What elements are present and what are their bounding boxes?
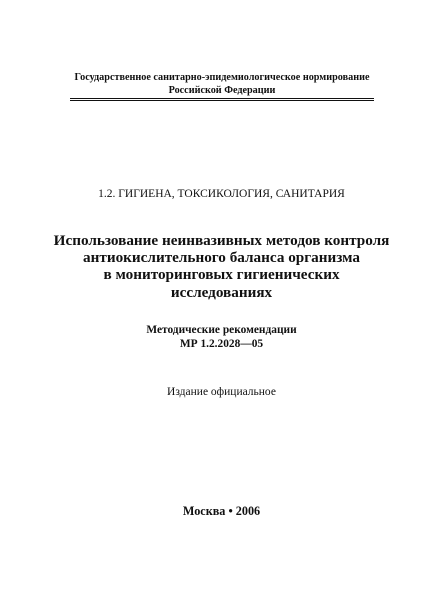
title-line-4: исследованиях — [170, 283, 273, 301]
header-line-2: Российской Федерации — [168, 85, 276, 96]
header-divider-bottom — [70, 100, 374, 101]
header-divider-top — [70, 98, 374, 99]
title-line-3: в мониторинговых гигиенических — [103, 266, 340, 284]
issuing-authority-header — [70, 71, 374, 97]
publication-imprint: Москва • 2006 — [182, 504, 261, 518]
document-title — [38, 232, 405, 301]
title-line-2: антиокислительного баланса организма — [83, 249, 360, 267]
section-series: 1.2. ГИГИЕНА, ТОКСИКОЛОГИЯ, САНИТАРИЯ — [98, 188, 345, 200]
header-line-1: Государственное санитарно-эпидемиологическое нормирование — [74, 72, 370, 83]
document-kind: Методические рекомендации — [146, 324, 297, 336]
document-type — [0, 324, 443, 351]
title-line-1: Использование неинвазивных методов контроля — [53, 232, 390, 249]
edition-label: Издание официальное — [167, 386, 276, 398]
document-number: МР 1.2.2028—05 — [179, 337, 264, 350]
